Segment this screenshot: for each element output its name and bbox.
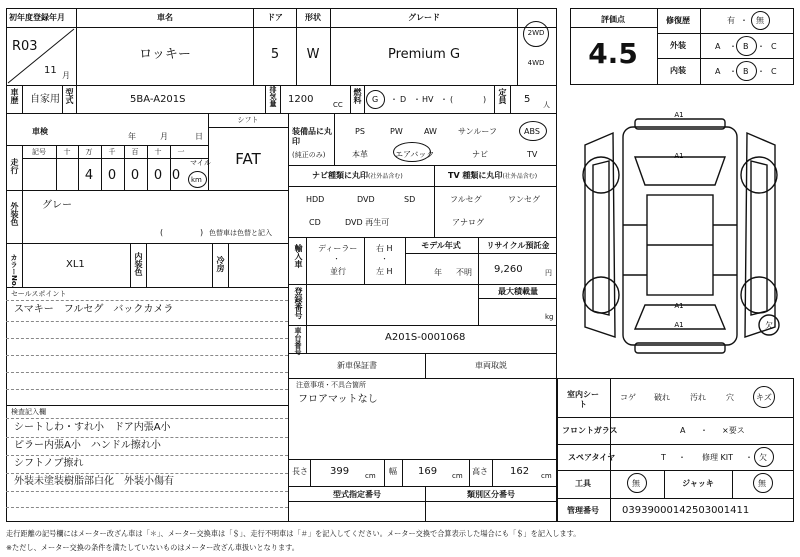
shaken-day: 日: [195, 132, 203, 141]
length-label: 長さ: [292, 467, 308, 476]
spare-missing: 欠: [759, 453, 767, 462]
interior-seat-label: 室内シート: [567, 390, 599, 410]
col-divider: [469, 459, 470, 486]
col-divider: [306, 325, 307, 353]
digit-divider: [124, 145, 125, 190]
color-bottom: [6, 243, 288, 244]
row-line: [557, 444, 794, 445]
col-divider: [732, 470, 733, 498]
shaken-year: 年: [128, 132, 136, 141]
score-label: 評価点: [601, 15, 625, 24]
navi-header: [312, 172, 403, 180]
shaken-line: [6, 145, 208, 146]
col-divider: [76, 8, 77, 85]
warranty-bottom: [288, 378, 557, 379]
col-divider: [330, 8, 331, 85]
score-value: 4.5: [588, 37, 638, 70]
car-name-label: 車名: [157, 13, 173, 22]
col-divider: [228, 243, 229, 287]
col-divider: [492, 459, 493, 486]
exterior-c: C: [771, 42, 777, 51]
max-load-unit: kg: [545, 313, 554, 321]
seat-option: キズ: [756, 393, 772, 402]
equip-navi: ナビ: [472, 150, 488, 159]
drive-4wd: 4WD: [527, 59, 545, 67]
color-paren-open: (: [160, 228, 164, 237]
use-label: 車歴: [10, 88, 19, 104]
col-divider: [310, 459, 311, 486]
import-lh: 左 H: [376, 267, 393, 276]
maxload-header-line: [478, 298, 557, 299]
equip-sunroof: サンルーフ: [458, 127, 497, 136]
rule: [6, 437, 288, 438]
spare-dot: ・: [678, 453, 686, 462]
col-divider: [208, 113, 209, 190]
grade-value: Premium G: [387, 47, 461, 62]
col-divider: [364, 85, 365, 113]
navi-hdd: HDD: [306, 195, 325, 204]
fuel-paren-close: ): [483, 95, 487, 104]
height-value: 162: [510, 466, 530, 477]
mileage-digit: 0: [153, 168, 163, 183]
spare-label: スペアタイヤ: [568, 453, 616, 462]
capacity-value: 5: [524, 94, 531, 105]
color-note: 色替車は色替と記入: [209, 229, 272, 237]
repair-yes: 有: [727, 16, 735, 25]
shape-label: 形状: [305, 13, 321, 22]
fuel-hv: HV: [422, 95, 434, 104]
equip-pw: PW: [390, 127, 403, 136]
digit-label: 千: [108, 148, 116, 156]
equip-bottom: [288, 165, 557, 166]
interior-dot: ・: [729, 67, 737, 76]
exterior-label: 外装: [670, 41, 686, 50]
dimensions-top: [288, 459, 557, 460]
mileage-digit: 0: [130, 168, 140, 183]
interior-label: 内装: [670, 66, 686, 75]
col-divider: [306, 237, 307, 284]
spare-t: T: [661, 453, 666, 462]
digit-label: 百: [131, 148, 139, 156]
fuel-label: 燃料: [353, 88, 362, 104]
door-label: ドア: [267, 13, 283, 22]
exterior-dot: ・: [729, 42, 737, 51]
door-count: 5: [270, 47, 280, 62]
exterior-a: A: [715, 42, 721, 51]
first-reg-month: 11: [44, 65, 57, 76]
col-divider: [425, 353, 426, 378]
fuel-paren-open: (: [450, 95, 454, 104]
col-divider: [306, 284, 307, 325]
row1-bottom: [6, 85, 557, 86]
col-divider: [405, 237, 406, 284]
jack-value: 無: [758, 479, 766, 488]
first-reg-month-unit: 月: [62, 71, 70, 80]
damage-mark: A1: [674, 152, 684, 160]
colorno-bottom: [6, 287, 288, 288]
inspector-top: [6, 405, 288, 406]
rule: [6, 418, 288, 419]
digit-divider: [56, 145, 57, 190]
col-divider: [610, 378, 611, 522]
seat-option: コゲ: [620, 393, 636, 402]
color-value: グレー: [42, 200, 72, 211]
navi-dvd: DVD: [357, 195, 375, 204]
shift-label: シフト: [237, 116, 259, 124]
type-label: 型式指定番号: [333, 490, 381, 499]
import-label: 輸入車: [294, 244, 303, 268]
navi-header-line: [288, 186, 557, 187]
width-value: 169: [418, 466, 438, 477]
seat-option: 破れ: [654, 393, 670, 402]
digit-label: 一: [177, 148, 185, 156]
digit-label: 十: [154, 148, 162, 156]
rule: [6, 507, 288, 508]
chassis-value: A201S-0001068: [385, 332, 466, 343]
inspector-line: シートしわ・すれ小 ドア内張A小: [14, 422, 171, 433]
color-no-value: XL1: [66, 259, 85, 270]
import-bottom: [288, 284, 557, 285]
col-divider: [146, 243, 147, 287]
col-divider: [265, 85, 266, 113]
digit-divider: [147, 145, 148, 190]
col-divider: [350, 85, 351, 113]
first-reg-label: 初年度登録年月: [9, 13, 65, 22]
repair-label: 修復歴: [666, 16, 690, 25]
tv-header: [448, 172, 537, 180]
grade-label: グレード: [408, 13, 440, 22]
import-header-line: [405, 253, 557, 254]
length-unit: cm: [365, 472, 376, 480]
fuel-g: G: [372, 95, 379, 104]
tv-header-sub: (社外品含む): [502, 173, 538, 180]
spare-dot: ・: [745, 453, 753, 462]
col-divider: [657, 8, 658, 85]
import-rh: 右 H: [376, 244, 393, 253]
mileage-digit: 4: [84, 168, 94, 183]
mileage-bottom: [6, 190, 288, 191]
displacement-value: 1200: [288, 94, 314, 105]
equip-ps: PS: [355, 127, 365, 136]
dimensions-bottom: [288, 486, 557, 487]
windshield-replace: ×要ス: [722, 426, 745, 435]
registration-label: 登録番号: [294, 287, 303, 319]
col-divider: [212, 243, 213, 287]
col-divider: [425, 486, 426, 522]
digit-label: 万: [85, 148, 93, 156]
mgmt-number: 03939000142503001411: [622, 505, 750, 516]
col-divider: [76, 85, 77, 113]
drive-2wd: 2WD: [527, 29, 545, 37]
eval-row-line: [657, 33, 794, 34]
interior-color-label: 内装色: [134, 252, 143, 276]
fuel-dot: ・: [440, 95, 448, 104]
car-diagram: [565, 105, 795, 375]
windshield-a: A: [680, 426, 686, 435]
car-name: ロッキー: [139, 47, 191, 62]
navi-cd: CD: [309, 218, 321, 227]
navi-dvd-play: DVD 再生可: [345, 218, 390, 227]
shift-header-line: [208, 127, 288, 128]
cc-unit: CC: [333, 101, 343, 109]
windshield-label: フロントガラス: [562, 426, 618, 435]
shaken-month: 月: [160, 132, 168, 141]
col-divider: [494, 85, 495, 113]
equip-label-sub: (純正のみ): [292, 151, 326, 159]
import-dealer: ディーラー: [318, 244, 358, 253]
col-divider: [664, 470, 665, 498]
navi-header-text: ナビ種類に丸印: [312, 171, 368, 180]
damage-mark: A1: [674, 302, 684, 310]
tv-oneseg: ワンセグ: [508, 195, 540, 204]
sales-point-label: セールスポイント: [11, 290, 67, 298]
col-divider: [22, 243, 23, 287]
col-divider: [510, 85, 511, 113]
interior-a: A: [715, 67, 721, 76]
class-label: 類別区分番号: [467, 490, 515, 499]
color-label: 外装色: [10, 202, 19, 226]
registration-bottom: [288, 325, 557, 326]
chassis-bottom: [288, 353, 557, 354]
col-divider: [253, 8, 254, 85]
shape-value: W: [306, 47, 320, 62]
digit-divider: [170, 145, 171, 190]
damage-mark: A1: [674, 321, 684, 329]
col-divider: [517, 8, 518, 85]
warranty-label: 新車保証書: [337, 361, 377, 370]
width-label: 幅: [389, 467, 397, 476]
shaken-label: 車検: [32, 127, 48, 136]
digit-divider: [101, 145, 102, 190]
row-line: [557, 498, 794, 499]
mile-label: マイル: [190, 159, 211, 167]
model-year-unit: 年: [434, 268, 442, 277]
eval-row-line: [657, 58, 794, 59]
max-load-label: 最大積載量: [498, 287, 538, 296]
navi-sd: SD: [404, 195, 416, 204]
height-unit: cm: [541, 472, 552, 480]
row1-header-line: [6, 27, 557, 28]
col-divider: [62, 85, 63, 113]
manual-label: 車両取説: [475, 361, 507, 370]
color-no-label: カラーNo.: [10, 254, 18, 289]
col-divider: [478, 284, 479, 325]
model-value: 5BA-A201S: [130, 94, 186, 105]
use-value: 自家用: [30, 94, 60, 105]
import-dot: ・: [381, 255, 388, 263]
col-divider: [130, 243, 131, 287]
jack-label: ジャッキ: [682, 479, 714, 488]
equip-airbag: エアバック: [395, 150, 435, 159]
col-divider: [296, 8, 297, 85]
fuel-dot: ・: [390, 95, 398, 104]
tools-value: 無: [632, 479, 640, 488]
col-divider: [700, 8, 701, 85]
fuel-d: D: [400, 95, 407, 104]
equip-abs: ABS: [524, 127, 540, 136]
rule: [6, 372, 288, 373]
tools-label: 工具: [575, 479, 591, 488]
color-paren-close: ): [200, 228, 204, 237]
digits-header-line: [22, 158, 208, 159]
km-label: km: [191, 176, 202, 184]
col-divider: [402, 459, 403, 486]
rule: [6, 389, 288, 390]
exterior-b: B: [743, 42, 749, 51]
tv-fullseg: フルセグ: [450, 195, 482, 204]
mileage-label: 走行: [10, 158, 19, 174]
eval-score-line: [570, 27, 657, 28]
exterior-dot: ・: [757, 42, 765, 51]
mileage-digit: 0: [171, 168, 181, 183]
rule: [6, 491, 288, 492]
equip-aw: AW: [424, 127, 437, 136]
import-dot: ・: [333, 255, 340, 263]
repair-no: 無: [756, 16, 764, 25]
equipment-divider: [288, 113, 289, 522]
mgmt-label: 管理番号: [567, 506, 599, 515]
spare-kit: 修理 KIT: [702, 453, 734, 462]
navi-bottom: [288, 237, 557, 238]
length-value: 399: [330, 466, 350, 477]
model-year-label: モデル年式: [421, 241, 461, 250]
digit-label: 記号: [32, 148, 46, 156]
inspector-line: シフトノブ擦れ: [14, 458, 84, 469]
displacement-label: 排気量: [269, 86, 277, 107]
col-divider: [364, 237, 365, 284]
width-unit: cm: [452, 472, 463, 480]
model-label: 型式: [65, 88, 74, 104]
col-divider: [384, 459, 385, 486]
color-divider: [22, 190, 23, 243]
notes-label: 注意事項・不具合箇所: [296, 381, 366, 389]
tv-header-text: TV 種類に丸印: [448, 171, 503, 180]
type-header-line: [288, 501, 557, 502]
capacity-unit: 人: [543, 101, 550, 109]
col-divider: [22, 85, 23, 113]
shift-value: FAT: [235, 150, 261, 168]
rule: [6, 321, 288, 322]
mileage-divider: [22, 145, 23, 190]
recycle-label: リサイクル預託金: [486, 241, 550, 250]
missing-mark: 欠: [765, 321, 773, 330]
first-reg-era: R03: [12, 39, 38, 54]
equip-label-divider: [334, 113, 335, 165]
rule: [6, 455, 288, 456]
recycle-value: 9,260: [494, 264, 523, 275]
fuel-dot: ・: [413, 95, 421, 104]
col-divider: [280, 85, 281, 113]
import-parallel: 並行: [330, 267, 346, 276]
equip-label: 装備品に丸印: [292, 127, 332, 147]
inspector-label: 検査記入欄: [11, 408, 46, 416]
rule: [6, 338, 288, 339]
recycle-yen: 円: [545, 269, 552, 277]
interior-c: C: [771, 67, 777, 76]
seat-option: 汚れ: [690, 393, 706, 402]
row-line: [557, 417, 794, 418]
inspector-line: ピラー内張A小 ハンドル擦れ小: [14, 440, 161, 451]
capacity-label: 定員: [498, 88, 507, 104]
height-label: 高さ: [472, 467, 488, 476]
model-year-unknown: 不明: [456, 268, 472, 277]
equip-tv: TV: [527, 150, 538, 159]
footer-line1: 走行距離の記号欄にはメーター改ざん車は「＊」、メーター交換車は「＄」、走行不明車は「＃」を記入してください。メーター交換で合算表示した場合にも「＄」を記入します。: [6, 529, 581, 538]
row2-bottom: [6, 113, 557, 114]
digit-label: 十: [63, 148, 71, 156]
sales-header-line: [6, 300, 288, 301]
damage-mark: A1: [674, 111, 684, 119]
sales-point-text: スマキー フルセグ バックカメラ: [14, 304, 174, 315]
rule: [6, 473, 288, 474]
equip-leather: 本革: [352, 150, 368, 159]
chassis-label: 車台番号: [294, 327, 302, 355]
navi-tv-divider: [434, 165, 435, 237]
interior-b: B: [743, 67, 749, 76]
tv-analog: アナログ: [452, 218, 484, 227]
notes-text: フロアマットなし: [298, 394, 378, 405]
interior-dot: ・: [757, 67, 765, 76]
row-line: [557, 470, 794, 471]
col-divider: [478, 237, 479, 284]
digit-divider: [78, 145, 79, 190]
mileage-digit: 0: [107, 168, 117, 183]
navi-header-sub: (社外品含む): [368, 173, 403, 180]
inspector-line: 外装未塗装樹脂部白化 外装小傷有: [14, 476, 174, 487]
footer-line2: ※ただし、メーター交換の条件を満たしていないものはメーター改ざん車扱いとなります。: [6, 543, 299, 552]
cooling-label: 冷房: [216, 256, 225, 272]
windshield-dot: ・: [700, 426, 708, 435]
repair-dot: ・: [740, 16, 748, 25]
seat-option: 穴: [726, 393, 734, 402]
rule: [6, 355, 288, 356]
